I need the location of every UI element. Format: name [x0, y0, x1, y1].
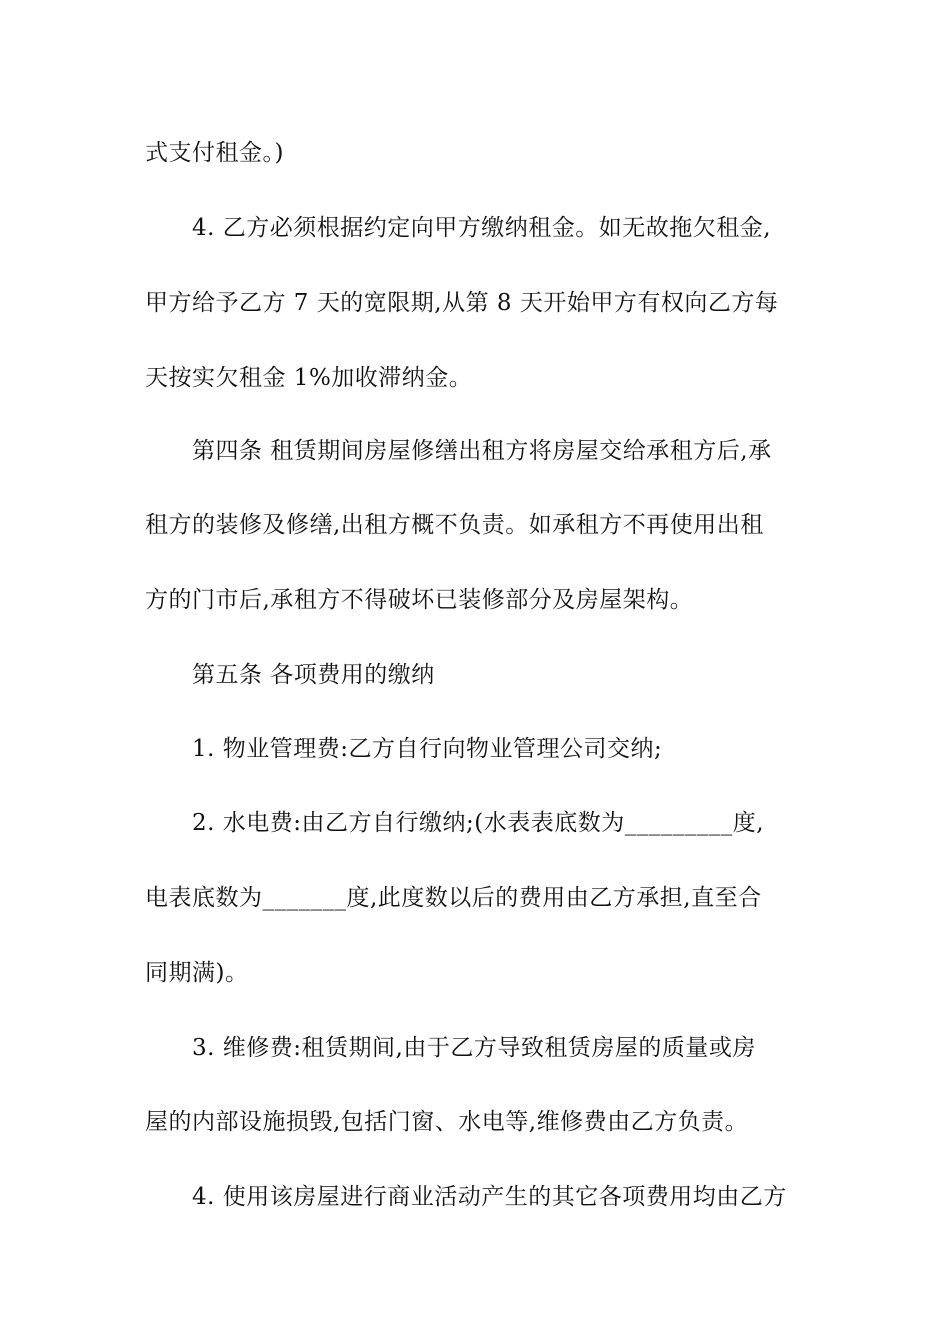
text-segment: 4. 使用该房屋进行商业活动产生的其它各项费用均由乙方: [192, 1184, 787, 1210]
text-line: [145, 286, 825, 320]
text-segment: 租方的装修及修缮,出租方概不负责。如承租方不再使用出租: [145, 512, 764, 538]
text-segment: 第五条 各项费用的缴纳: [192, 662, 435, 688]
text-line: [192, 211, 825, 245]
text-line: [192, 1031, 825, 1065]
text-line: [145, 881, 825, 915]
text-line: [192, 1180, 825, 1214]
text-segment: 天按实欠租金 1%加收滞纳金。: [145, 365, 473, 391]
text-segment: 2. 水电费:由乙方自行缴纳;(水表表底数为: [192, 810, 625, 836]
text-segment: 3. 维修费:租赁期间,由于乙方导致租赁房屋的质量或房: [192, 1035, 756, 1061]
text-line: [145, 583, 825, 617]
text-segment: 第四条 租赁期间房屋修缮出租方将房屋交给承租方后,承: [192, 438, 772, 464]
text-segment: 1. 物业管理费:乙方自行向物业管理公司交纳;: [192, 736, 663, 762]
text-line: [192, 806, 825, 840]
text-line: [145, 956, 825, 990]
text-line: [192, 658, 825, 692]
text-segment: 度,此度数以后的费用由乙方承担,直至合: [346, 885, 762, 911]
text-segment: 屋的内部设施损毁,包括门窗、水电等,维修费由乙方负责。: [145, 1109, 749, 1135]
text-segment: 式支付租金。): [145, 140, 284, 166]
text-line: [145, 1105, 825, 1139]
text-line: [192, 732, 825, 766]
text-line: [145, 136, 825, 170]
blank-fill-line: _________: [624, 810, 733, 836]
text-segment: 方的门市后,承租方不得破坏已装修部分及房屋架构。: [145, 587, 694, 613]
text-segment: 电表底数为: [145, 885, 263, 911]
text-segment: 甲方给予乙方 7 天的宽限期,从第 8 天开始甲方有权向乙方每: [145, 290, 779, 316]
blank-fill-line: _______: [262, 885, 347, 911]
text-line: [145, 508, 825, 542]
text-line: [145, 361, 825, 395]
text-segment: 同期满)。: [145, 960, 249, 986]
text-segment: 4. 乙方必须根据约定向甲方缴纳租金。如无故拖欠租金,: [192, 215, 772, 241]
text-segment: 度,: [732, 810, 765, 836]
text-line: [192, 434, 825, 468]
